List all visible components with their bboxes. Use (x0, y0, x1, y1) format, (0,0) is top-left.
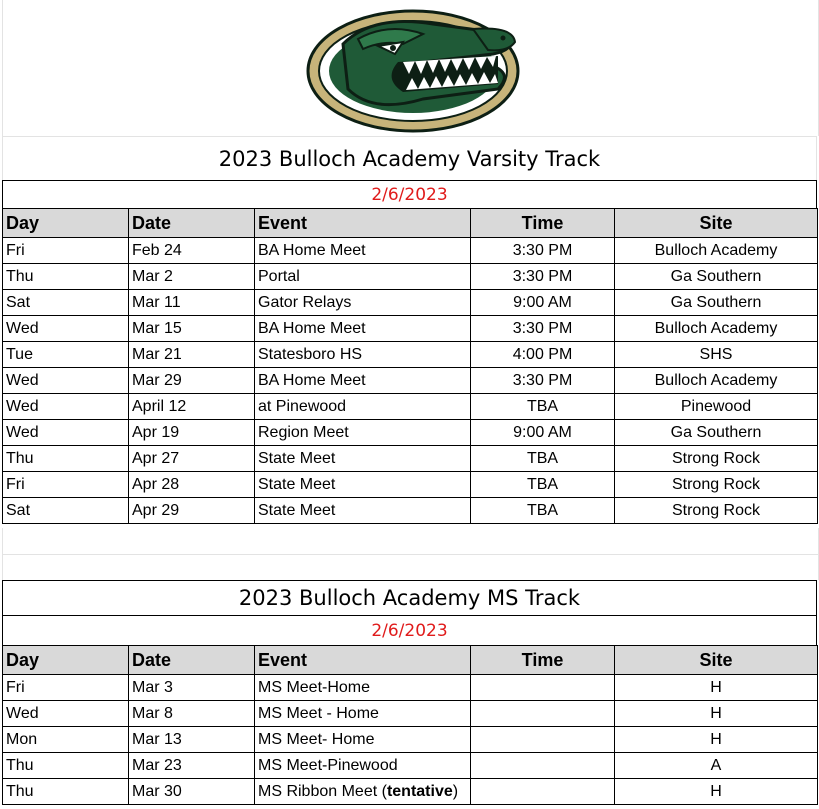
header-date: Date (129, 209, 255, 238)
cell-site: Bulloch Academy (615, 368, 818, 394)
cell-site: Ga Southern (615, 290, 818, 316)
header-day: Day (3, 646, 129, 675)
table-row (3, 420, 818, 446)
cell-day: Thu (3, 779, 129, 805)
cell-site: SHS (615, 342, 818, 368)
varsity-title: 2023 Bulloch Academy Varsity Track (2, 136, 817, 180)
table-header-row (3, 646, 818, 675)
cell-site: H (615, 779, 818, 805)
cell-site: A (615, 753, 818, 779)
cell-event: MS Meet - Home (255, 701, 471, 727)
cell-day: Wed (3, 701, 129, 727)
logo-area (2, 0, 819, 136)
cell-time: 3:30 PM (471, 316, 615, 342)
cell-time: TBA (471, 394, 615, 420)
cell-time: 3:30 PM (471, 264, 615, 290)
header-site: Site (615, 209, 818, 238)
table-row (3, 727, 818, 753)
header-day: Day (3, 209, 129, 238)
table-row (3, 238, 818, 264)
cell-time: 9:00 AM (471, 420, 615, 446)
cell-day: Thu (3, 753, 129, 779)
table-row (3, 446, 818, 472)
cell-event: MS Meet-Home (255, 675, 471, 701)
event-prefix: MS Ribbon Meet ( (258, 782, 387, 800)
table-header-row (3, 209, 818, 238)
cell-event: State Meet (255, 498, 471, 524)
cell-event: Gator Relays (255, 290, 471, 316)
ms-date: 2/6/2023 (2, 615, 817, 646)
cell-event (255, 779, 471, 805)
header-time: Time (471, 209, 615, 238)
table-row (3, 675, 818, 701)
cell-day: Thu (3, 446, 129, 472)
cell-date: Mar 13 (129, 727, 255, 753)
cell-site: Ga Southern (615, 264, 818, 290)
cell-time: TBA (471, 498, 615, 524)
table-row (3, 264, 818, 290)
cell-day: Sat (3, 290, 129, 316)
table-row (3, 498, 818, 524)
table-row (3, 368, 818, 394)
cell-day: Wed (3, 394, 129, 420)
cell-date: Apr 28 (129, 472, 255, 498)
cell-site: Strong Rock (615, 472, 818, 498)
cell-event: State Meet (255, 446, 471, 472)
cell-day: Wed (3, 420, 129, 446)
cell-day: Wed (3, 316, 129, 342)
cell-time (471, 779, 615, 805)
gator-logo-icon (303, 4, 523, 134)
cell-date: Feb 24 (129, 238, 255, 264)
cell-time (471, 701, 615, 727)
cell-date: Mar 21 (129, 342, 255, 368)
header-site: Site (615, 646, 818, 675)
cell-event: Statesboro HS (255, 342, 471, 368)
cell-site: Bulloch Academy (615, 316, 818, 342)
cell-time: TBA (471, 472, 615, 498)
varsity-date: 2/6/2023 (2, 180, 817, 209)
header-event: Event (255, 646, 471, 675)
cell-time (471, 753, 615, 779)
cell-event: State Meet (255, 472, 471, 498)
cell-event: MS Meet- Home (255, 727, 471, 753)
cell-date: Mar 3 (129, 675, 255, 701)
cell-day: Sat (3, 498, 129, 524)
cell-site: H (615, 727, 818, 753)
cell-site: Strong Rock (615, 498, 818, 524)
header-event: Event (255, 209, 471, 238)
empty-grid-row (3, 528, 818, 555)
cell-time: TBA (471, 446, 615, 472)
cell-date: Mar 11 (129, 290, 255, 316)
cell-time (471, 727, 615, 753)
spacer (2, 528, 819, 580)
cell-event: BA Home Meet (255, 316, 471, 342)
cell-event: BA Home Meet (255, 238, 471, 264)
cell-date: Apr 29 (129, 498, 255, 524)
tentative-label: tentative (386, 782, 453, 800)
cell-day: Tue (3, 342, 129, 368)
cell-site: Strong Rock (615, 446, 818, 472)
varsity-schedule-table (2, 208, 818, 524)
cell-time: 3:30 PM (471, 238, 615, 264)
cell-event: MS Meet-Pinewood (255, 753, 471, 779)
cell-date: Mar 30 (129, 779, 255, 805)
cell-time: 4:00 PM (471, 342, 615, 368)
event-suffix: ) (452, 782, 459, 800)
table-row (3, 342, 818, 368)
header-date: Date (129, 646, 255, 675)
table-row (3, 472, 818, 498)
table-row (3, 779, 818, 805)
cell-site: Ga Southern (615, 420, 818, 446)
ms-title: 2023 Bulloch Academy MS Track (2, 580, 817, 615)
cell-day: Fri (3, 472, 129, 498)
cell-day: Wed (3, 368, 129, 394)
cell-event: BA Home Meet (255, 368, 471, 394)
cell-day: Fri (3, 238, 129, 264)
cell-event: Region Meet (255, 420, 471, 446)
cell-event: Portal (255, 264, 471, 290)
cell-date: Mar 29 (129, 368, 255, 394)
cell-date: April 12 (129, 394, 255, 420)
table-row (3, 290, 818, 316)
header-time: Time (471, 646, 615, 675)
cell-time (471, 675, 615, 701)
cell-site: H (615, 701, 818, 727)
cell-site: Pinewood (615, 394, 818, 420)
table-row (3, 701, 818, 727)
cell-date: Apr 19 (129, 420, 255, 446)
cell-day: Thu (3, 264, 129, 290)
cell-time: 9:00 AM (471, 290, 615, 316)
cell-day: Mon (3, 727, 129, 753)
cell-site: Bulloch Academy (615, 238, 818, 264)
cell-day: Fri (3, 675, 129, 701)
cell-date: Mar 15 (129, 316, 255, 342)
table-row (3, 316, 818, 342)
ms-schedule-table (2, 645, 818, 805)
table-row (3, 753, 818, 779)
cell-site: H (615, 675, 818, 701)
cell-date: Mar 8 (129, 701, 255, 727)
cell-date: Apr 27 (129, 446, 255, 472)
cell-date: Mar 2 (129, 264, 255, 290)
cell-time: 3:30 PM (471, 368, 615, 394)
cell-event: at Pinewood (255, 394, 471, 420)
cell-date: Mar 23 (129, 753, 255, 779)
table-row (3, 394, 818, 420)
